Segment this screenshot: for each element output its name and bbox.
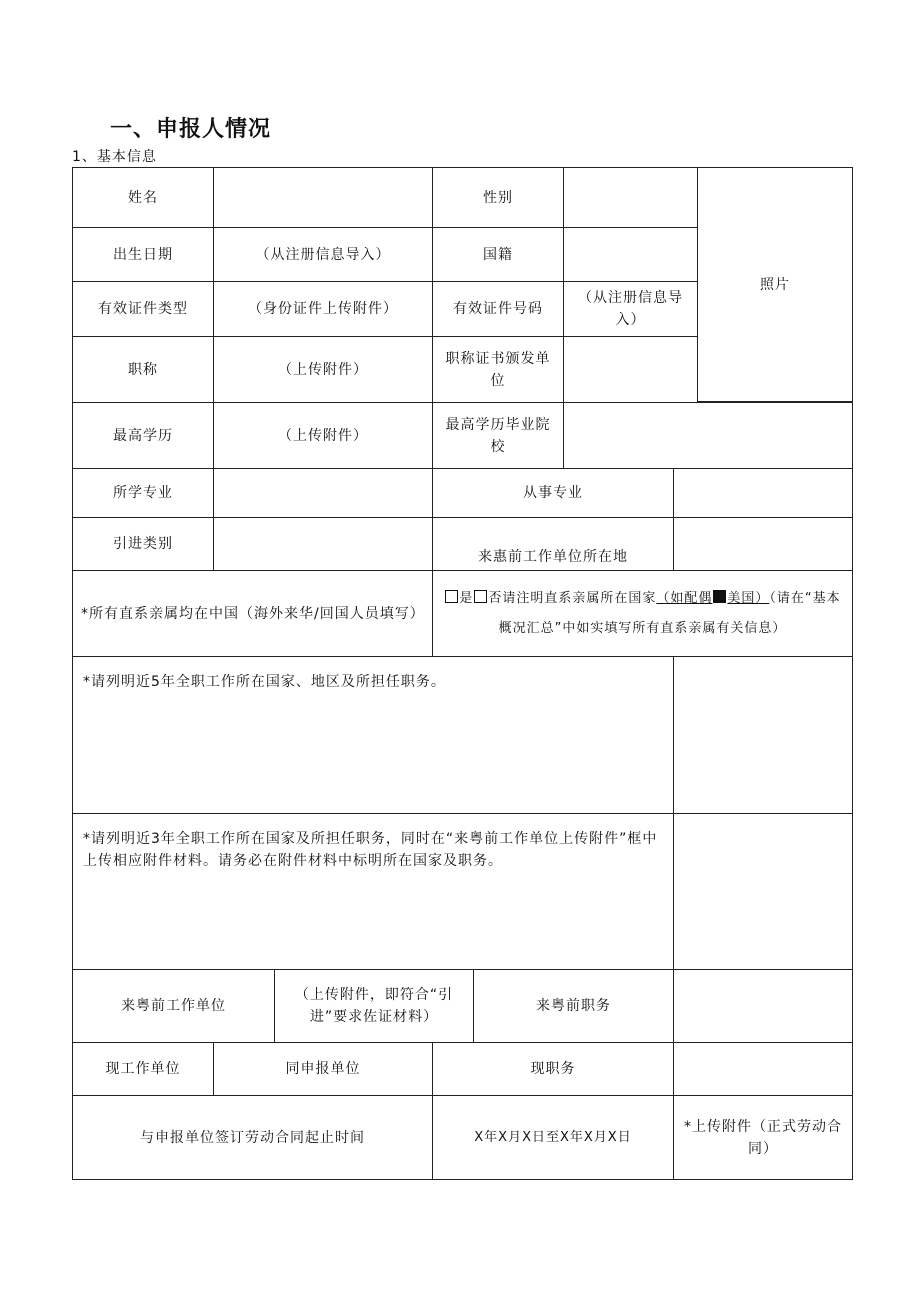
title-issuer-field[interactable] xyxy=(563,336,698,403)
relatives-note: （请在“基本概况汇总”中如实填写所有直系亲属有关信息） xyxy=(498,590,841,636)
prev-position-field[interactable] xyxy=(673,969,853,1043)
prev-work-location-field[interactable] xyxy=(673,517,853,571)
label-title-issuer: 职称证书颁发单位 xyxy=(432,336,564,403)
birth-date-field[interactable]: （从注册信息导入） xyxy=(213,227,433,282)
label-intro-category: 引进类别 xyxy=(72,517,214,571)
no-checkbox[interactable] xyxy=(474,590,487,603)
label-birth-date: 出生日期 xyxy=(72,227,214,282)
yes-label: 是 xyxy=(459,590,474,606)
title-field[interactable]: （上传附件） xyxy=(213,336,433,403)
three-years-field[interactable] xyxy=(72,813,674,970)
label-contract-period: 与申报单位签订劳动合同起止时间 xyxy=(72,1095,433,1180)
label-nationality: 国籍 xyxy=(432,227,564,282)
contract-upload[interactable]: *上传附件（正式劳动合同） xyxy=(673,1095,853,1180)
label-prev-position: 来粤前职务 xyxy=(473,969,674,1043)
work-major-field[interactable] xyxy=(673,468,853,518)
contract-dates-field[interactable]: X年X月X日至X年X月X日 xyxy=(432,1095,674,1180)
id-type-field[interactable]: （身份证件上传附件） xyxy=(213,281,433,337)
label-photo: 照片 xyxy=(760,276,790,293)
filled-square-icon xyxy=(713,590,726,603)
five-years-prompt: *请列明近5年全职工作所在国家、地区及所担任职务。 xyxy=(83,674,446,690)
label-name: 姓名 xyxy=(72,167,214,228)
label-major: 所学专业 xyxy=(72,468,214,518)
prev-employer-upload[interactable]: （上传附件，即符合“引进”要求佐证材料） xyxy=(274,969,474,1043)
intro-category-field[interactable] xyxy=(213,517,433,571)
label-graduate-school: 最高学历毕业院校 xyxy=(432,402,564,469)
no-label: 否 xyxy=(488,590,503,606)
yes-checkbox[interactable] xyxy=(445,590,458,603)
education-field[interactable]: （上传附件） xyxy=(213,402,433,469)
current-position-field[interactable] xyxy=(673,1042,853,1096)
relatives-example: （如配偶 xyxy=(656,590,713,606)
nationality-field[interactable] xyxy=(563,227,698,282)
relatives-example-country: 美国） xyxy=(727,590,770,606)
five-years-side-cell[interactable] xyxy=(673,656,853,814)
label-title: 职称 xyxy=(72,336,214,403)
label-prev-work-location: 来惠前工作单位所在地 xyxy=(432,517,674,571)
major-field[interactable] xyxy=(213,468,433,518)
section-subheading: 1、基本信息 xyxy=(72,149,157,165)
relatives-instruction: 请注明直系亲属所在国家 xyxy=(502,590,657,606)
three-years-side-cell[interactable] xyxy=(673,813,853,970)
graduate-school-field[interactable] xyxy=(563,402,853,469)
label-id-number: 有效证件号码 xyxy=(432,281,564,337)
name-field[interactable] xyxy=(213,167,433,228)
label-prev-employer: 来粤前工作单位 xyxy=(72,969,275,1043)
relatives-answer-cell xyxy=(432,570,853,657)
section-heading: 一、申报人情况 xyxy=(110,117,272,142)
id-number-field[interactable]: （从注册信息导入） xyxy=(563,281,698,337)
photo-box[interactable] xyxy=(697,167,853,402)
label-current-position: 现职务 xyxy=(432,1042,674,1096)
label-relatives-question: *所有直系亲属均在中国（海外来华/回国人员填写） xyxy=(72,570,433,657)
current-employer-field[interactable]: 同申报单位 xyxy=(213,1042,433,1096)
gender-field[interactable] xyxy=(563,167,698,228)
label-education: 最高学历 xyxy=(72,402,214,469)
label-id-type: 有效证件类型 xyxy=(72,281,214,337)
label-work-major: 从事专业 xyxy=(432,468,674,518)
label-current-employer: 现工作单位 xyxy=(72,1042,214,1096)
three-years-prompt: *请列明近3年全职工作所在国家及所担任职务，同时在“来粤前工作单位上传附件”框中上传相应附件材料。请务必在附件材料中标明所在国家及职务。 xyxy=(83,831,658,869)
label-gender: 性别 xyxy=(432,167,564,228)
five-years-field[interactable] xyxy=(72,656,674,814)
